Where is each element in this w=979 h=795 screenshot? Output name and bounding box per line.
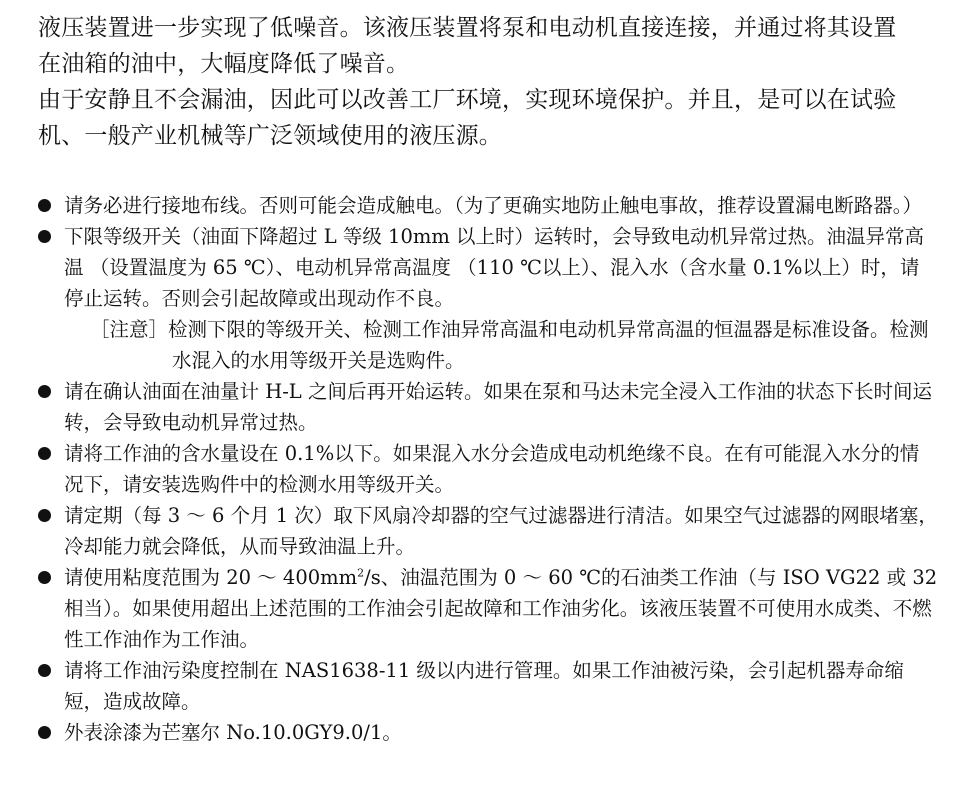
list-item-text: 请将工作油污染度控制在 NAS1638-11 级以内进行管理。如果工作油被污染，会引起机器寿命缩短，造成故障。: [64, 659, 904, 713]
list-item: [38, 221, 938, 376]
list-item-text: 请在确认油面在油量计 H-L 之间后再开始运转。如果在泵和马达未完全浸入工作油的状态下长时间运转，会导致电动机异常过热。: [64, 380, 932, 434]
list-item-text: [64, 562, 938, 655]
bullet-icon: [38, 664, 51, 677]
viscosity-text-start: 请使用粘度范围为 20 ～ 400mm: [64, 566, 358, 589]
bullet-icon: [38, 571, 51, 584]
bullet-icon: [38, 447, 51, 460]
list-item: [38, 438, 938, 500]
list-item: [38, 655, 938, 717]
precautions-list: [38, 190, 938, 748]
bullet-icon: [38, 230, 51, 243]
bullet-icon: [38, 726, 51, 739]
list-item: [38, 376, 938, 438]
bullet-icon: [38, 509, 51, 522]
list-item-text: 请定期（每 3 ～ 6 个月 1 次）取下风扇冷却器的空气过滤器进行清洁。如果空气过滤器的网眼堵塞，冷却能力就会降低，从而导致油温上升。: [64, 504, 938, 558]
list-item-text: 下限等级开关（油面下降超过 L 等级 10mm 以上时）运转时，会导致电动机异常过热。油温异常高温 （设置温度为 65 ℃）、电动机异常高温度 （110 ℃以上）、混入水（含水量 0.1%以上）时，请停止运转。否则会引起故障或出现动作不良。: [64, 225, 925, 310]
intro-paragraph-1: 液压装置进一步实现了低噪音。该液压装置将泵和电动机直接连接，并通过将其设置在油箱的油中，大幅度降低了噪音。: [38, 15, 897, 77]
viscosity-text-end: /s、油温范围为 0 ～ 60 ℃的石油类工作油（与 ISO VG22 或 32 相当）。如果使用超出上述范围的工作油会引起故障和工作油劣化。该液压装置不可使用水成类、不燃性工作油作为工作油。: [64, 566, 938, 651]
list-item: [38, 717, 938, 748]
list-item: [38, 500, 938, 562]
intro-paragraph-2: 由于安静且不会漏油，因此可以改善工厂环境，实现环境保护。并且，是可以在试验机、一般产业机械等广泛领域使用的液压源。: [38, 87, 897, 149]
intro-section: [38, 10, 918, 154]
list-item-text: 请将工作油的含水量设在 0.1%以下。如果混入水分会造成电动机绝缘不良。在有可能混入水分的情况下，请安装选购件中的检测水用等级开关。: [64, 442, 920, 496]
list-item: [38, 562, 938, 655]
superscript-2: 2: [357, 566, 365, 580]
bullet-icon: [38, 199, 51, 212]
bullet-icon: [38, 385, 51, 398]
list-item-text: 请务必进行接地布线。否则可能会造成触电。（为了更确实地防止触电事故，推荐设置漏电断路器。）: [64, 194, 923, 217]
list-item-text: 外表涂漆为芒塞尔 No.10.0GY9.0/1。: [64, 721, 402, 744]
note-text: ［注意］检测下限的等级开关、检测工作油异常高温和电动机异常高温的恒温器是标准设备。检测水混入的水用等级开关是选购件。: [90, 318, 929, 372]
list-item: [38, 190, 938, 221]
